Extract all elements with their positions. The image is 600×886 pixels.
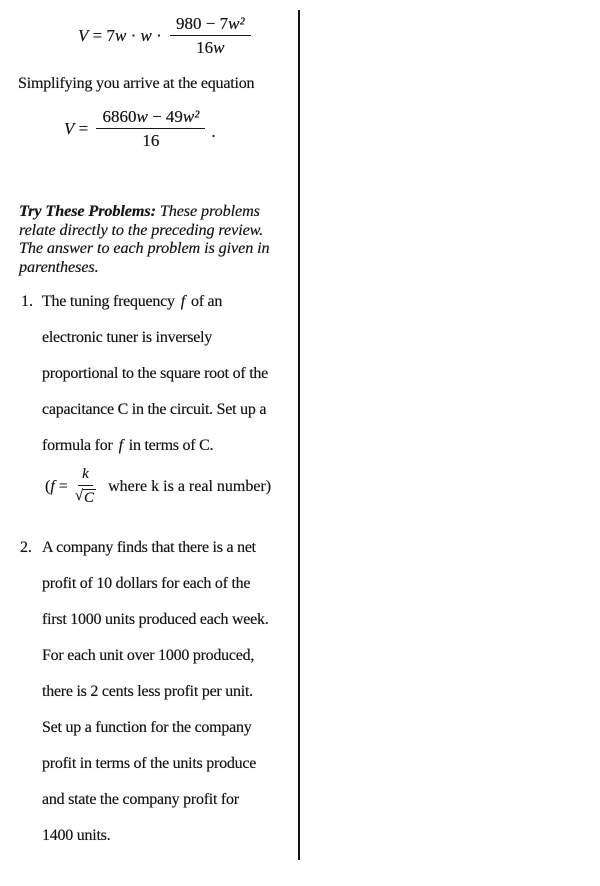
intro-paragraph bbox=[19, 202, 270, 276]
radicand: C bbox=[84, 489, 95, 506]
problem-1-answer-formula bbox=[45, 467, 271, 507]
problem-1-text bbox=[42, 293, 268, 473]
radical-sign: √ bbox=[74, 487, 84, 504]
problem-line: and state the company profit for bbox=[42, 791, 239, 808]
problem-line: profit of 10 dollars for each of the bbox=[42, 575, 251, 592]
problem-2-text bbox=[42, 539, 268, 863]
intro-lead: Try These Problems: bbox=[19, 202, 156, 220]
fraction-numerator: 980 − 7 w² bbox=[170, 15, 251, 36]
problem-line: proportional to the square root of the bbox=[42, 365, 268, 382]
fraction bbox=[75, 467, 96, 507]
intro-line: The answer to each problem is given in bbox=[19, 239, 270, 257]
problem-line: The tuning frequency f of an bbox=[42, 293, 223, 310]
simplify-sentence: Simplifying you arrive at the equation bbox=[18, 75, 255, 92]
intro-line: relate directly to the preceding review. bbox=[19, 220, 264, 239]
problem-line: For each unit over 1000 produced, bbox=[42, 647, 255, 664]
fraction-denominator bbox=[75, 486, 96, 507]
answer-condition-text: where k is a real number) bbox=[108, 477, 272, 495]
math-var-v: V bbox=[64, 118, 75, 138]
column-divider-line bbox=[298, 10, 300, 860]
problem-line: formula for f in terms of C. bbox=[42, 437, 214, 454]
math-equals: = 7 bbox=[88, 25, 115, 45]
problem-1-number: 1. bbox=[21, 293, 33, 310]
intro-line: Try These Problems: These problems bbox=[19, 202, 260, 220]
formula-simplified bbox=[64, 108, 216, 150]
formula-initial bbox=[78, 15, 255, 57]
fraction bbox=[96, 108, 205, 150]
problem-line: Set up a function for the company bbox=[42, 719, 252, 736]
fraction bbox=[170, 15, 251, 57]
problem-line: profit in terms of the units produce bbox=[42, 755, 257, 772]
math-var-f: f bbox=[50, 477, 55, 495]
problem-line: A company finds that there is a net bbox=[42, 539, 256, 556]
problem-2-number: 2. bbox=[20, 539, 32, 556]
problem-line: electronic tuner is inversely bbox=[42, 329, 213, 346]
problem-line: first 1000 units produced each week. bbox=[42, 611, 269, 628]
math-equals: = bbox=[74, 118, 93, 138]
fraction-numerator: 6860 w − 49 w² bbox=[96, 108, 205, 129]
math-equals: = bbox=[54, 477, 72, 495]
math-var-w: w bbox=[114, 25, 127, 45]
math-dot: · bbox=[126, 25, 141, 45]
math-var-f: f bbox=[180, 293, 185, 310]
problem-line: there is 2 cents less profit per unit. bbox=[42, 683, 253, 700]
math-var-w: w bbox=[140, 25, 152, 45]
math-dot: · bbox=[151, 25, 167, 45]
intro-line: parentheses. bbox=[19, 257, 99, 276]
fraction-denominator: 16 w bbox=[196, 37, 225, 57]
problem-line: capacitance C in the circuit. Set up a bbox=[42, 401, 267, 418]
formula-period: . bbox=[211, 121, 216, 141]
open-paren: ( bbox=[45, 477, 51, 495]
math-var-v: V bbox=[78, 25, 89, 45]
math-var-f: f bbox=[118, 437, 123, 454]
fraction-denominator: 16 bbox=[142, 130, 160, 150]
fraction-numerator: k bbox=[78, 467, 93, 486]
problem-line: 1400 units. bbox=[42, 827, 111, 844]
